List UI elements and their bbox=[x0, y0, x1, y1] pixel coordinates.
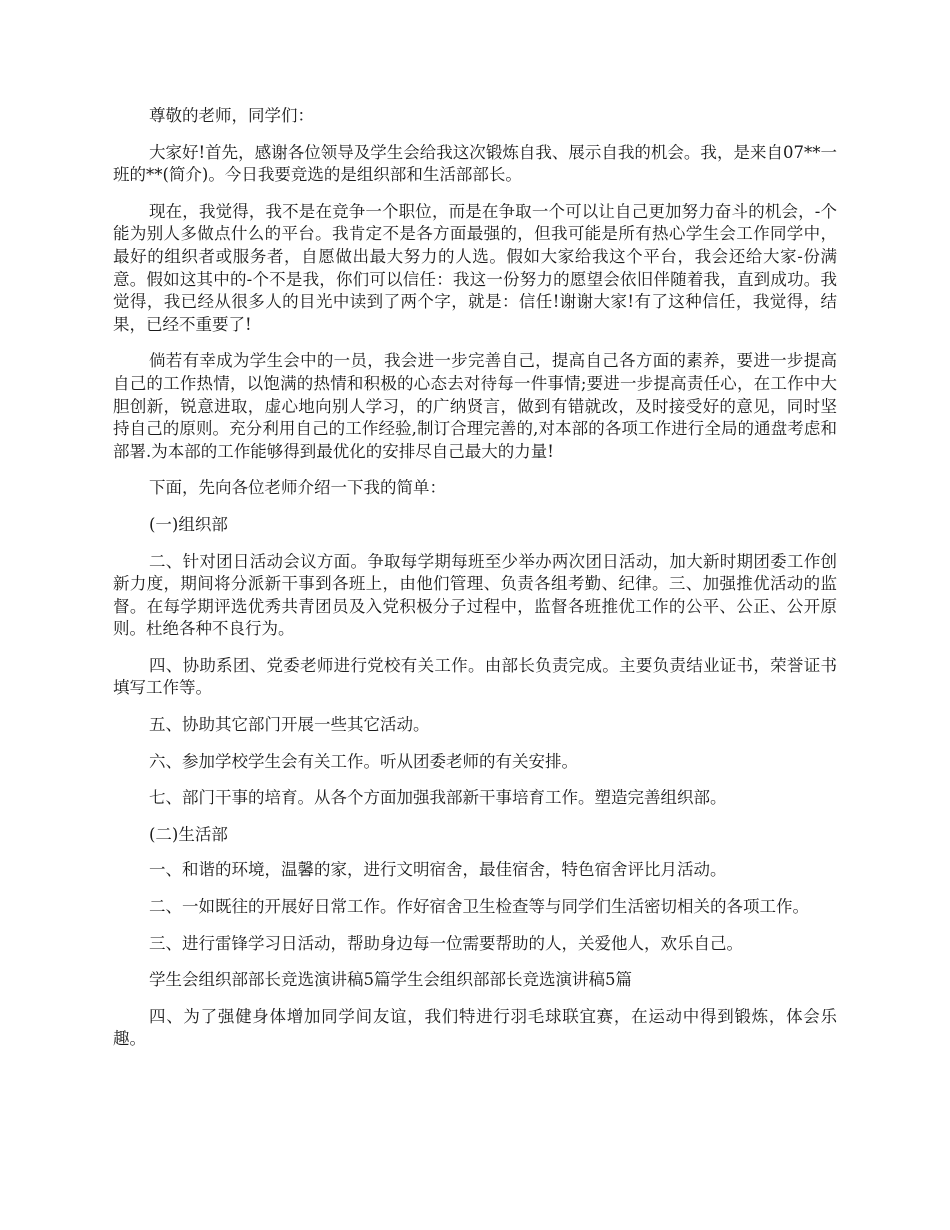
paragraph-living-item-3: 三、进行雷锋学习日活动，帮助身边每一位需要帮助的人，关爱他人，欢乐自己。 bbox=[149, 933, 743, 953]
paragraph-intro: 大家好!首先，感谢各位领导及学生会给我这次锻炼自我、展示自我的机会。我，是来自07**一班的**(简介)。今日我要竞选的是组织部和生活部部长。 bbox=[113, 142, 837, 185]
document-body bbox=[113, 105, 837, 1065]
paragraph-org-item-7: 七、部门干事的培育。从各个方面加强我部新干事培育工作。塑造完善组织部。 bbox=[149, 788, 727, 808]
section-heading-organization: (一)组织部 bbox=[149, 514, 228, 534]
paragraph-org-item-4: 四、协助系团、党委老师进行党校有关工作。由部长负责完成。主要负责结业证书，荣誉证书填写工作等。 bbox=[113, 655, 837, 698]
paragraph-repeated-title: 学生会组织部部长竞选演讲稿5篇学生会组织部部长竞选演讲稿5篇 bbox=[149, 970, 632, 990]
paragraph-plan-intro: 下面，先向各位老师介绍一下我的简单： bbox=[149, 478, 446, 498]
paragraph-living-item-2: 二、一如既往的开展好日常工作。作好宿舍卫生检查等与同学们生活密切相关的各项工作。 bbox=[149, 897, 809, 917]
paragraph-commitment: 倘若有幸成为学生会中的一员，我会进一步完善自己，提高自己各方面的素养，要进一步提高自己的工作热情，以饱满的热情和积极的心态去对待每一件事情;要进一步提高责任心，在工作中大胆创新，锐意进取，虚心地向别人学习，的广纳贤言，做到有错就改，及时接受好的意见，同时坚持自己的原则。充分利用自己的工作经验,制订合理完善的,对本部的各项工作进行全局的通盘考虑和部署.为本部的工作能够得到最优化的安排尽自己最大的力量! bbox=[113, 351, 837, 461]
paragraph-org-item-5: 五、协助其它部门开展一些其它活动。 bbox=[149, 715, 430, 735]
paragraph-greeting: 尊敬的老师，同学们： bbox=[149, 106, 314, 125]
paragraph-org-item-2: 二、针对团日活动会议方面。争取每学期每班至少举办两次团日活动，加大新时期团委工作创新力度，期间将分派新干事到各班上，由他们管理、负责各组考勤、纪律。三、加强推优活动的监督。在每学期评选优秀共青团员及入党积极分子过程中，监督各班推优工作的公平、公正、公开原则。杜绝各种不良行为。 bbox=[113, 551, 837, 639]
paragraph-living-item-4: 四、为了强健身体增加同学间友谊，我们特进行羽毛球联宜赛，在运动中得到锻炼，体会乐趣。 bbox=[113, 1006, 837, 1049]
section-heading-living: (二)生活部 bbox=[149, 824, 228, 844]
paragraph-motivation: 现在，我觉得，我不是在竞争一个职位，而是在争取一个可以让自己更加努力奋斗的机会，-个能为别人多做点什么的平台。我肯定不是各方面最强的，但我可能是所有热心学生会工作同学中，最好的组织者或服务者，自愿做出最大努力的人选。假如大家给我这个平台，我会还给大家-份满意。假如这其中的-个不是我，你们可以信任：我这一份努力的愿望会依旧伴随着我，直到成功。我觉得，我已经从很多人的目光中读到了两个字，就是：信任!谢谢大家!有了这种信任，我觉得，结果，已经不重要了! bbox=[113, 201, 837, 334]
paragraph-living-item-1: 一、和谐的环境，温馨的家，进行文明宿舍，最佳宿舍，特色宿舍评比月活动。 bbox=[149, 860, 727, 880]
paragraph-org-item-6: 六、参加学校学生会有关工作。听从团委老师的有关安排。 bbox=[149, 751, 578, 771]
